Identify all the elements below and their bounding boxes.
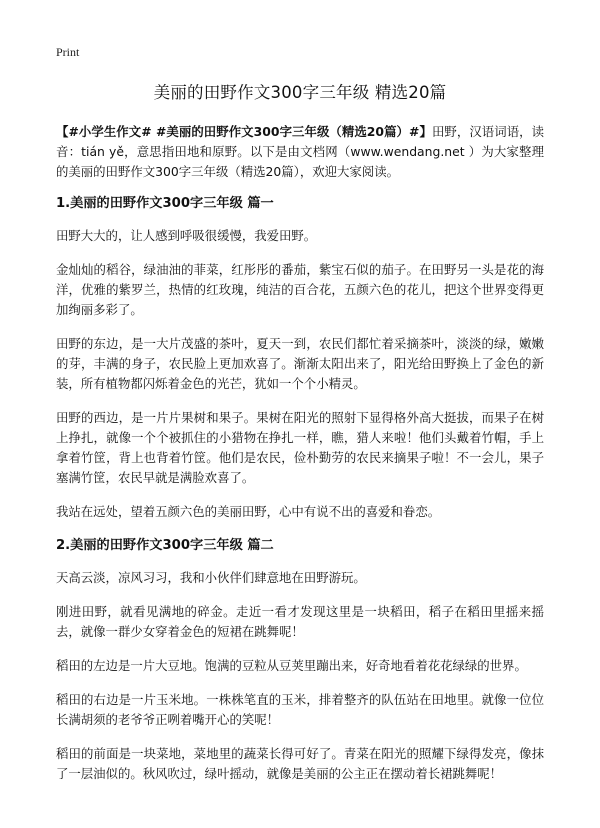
paragraph: 稻田的右边是一片玉米地。一株株笔直的玉米，排着整齐的队伍站在田地里。就像一位位长满胡须的老爷爷正咧着嘴开心的笑呢！ (56, 692, 544, 727)
paragraph: 金灿灿的稻谷，绿油油的菲菜，红彤彤的番茄，紫宝石似的茄子。在田野另一头是花的海洋，优雅的紫罗兰，热情的红玫瑰，纯洁的百合花，五颜六色的花儿，把这个世界变得更加绚丽多彩了。 (56, 262, 544, 317)
intro-paragraph (56, 122, 544, 182)
intro-text: 田野，汉语词语，读音：tián yě，意思指田地和原野。以下是由文档网（www.wendang.net ）为大家整理的美丽的田野作文300字三年级（精选20篇），欢迎大家阅读。 (56, 124, 545, 179)
paragraph: 刚进田野，就看见满地的碎金。走近一看才发现这里是一块稻田，稻子在稻田里摇来摇去，就像一群少女穿着金色的短裙在跳舞呢！ (56, 604, 544, 639)
paragraph: 稻田的左边是一片大豆地。饱满的豆粒从豆荚里蹦出来，好奇地看着花花绿绿的世界。 (56, 658, 527, 673)
print-label: Print (56, 45, 80, 59)
paragraph: 我站在远处，望着五颜六色的美丽田野，心中有说不出的喜爱和眷恋。 (56, 504, 441, 519)
page-title: 美丽的田野作文300字三年级 精选20篇 (153, 83, 447, 102)
paragraph: 稻田的前面是一块菜地，菜地里的蔬菜长得可好了。青菜在阳光的照耀下绿得发亮，像抹了一层油似的。秋风吹过，绿叶摇动，就像是美丽的公主正在摆动着长裙跳舞呢！ (56, 746, 544, 781)
paragraph: 田野的东边，是一大片茂盛的茶叶，夏天一到，农民们都忙着采摘茶叶，淡淡的绿，嫩嫩的芽，丰满的身子，农民脸上更加欢喜了。渐渐太阳出来了，阳光给田野换上了金色的新装，所有植物都闪烁着金色的光芒，犹如一个个小精灵。 (56, 336, 544, 391)
paragraph: 田野大大的，让人感到呼吸很缓慢，我爱田野。 (56, 228, 317, 243)
section-heading-2: 2.美丽的田野作文300字三年级 篇二 (56, 538, 274, 553)
section-heading-1: 1.美丽的田野作文300字三年级 篇一 (56, 196, 274, 211)
intro-tag: 【#小学生作文# #美丽的田野作文300字三年级（精选20篇）#】 (56, 124, 432, 139)
paragraph: 天高云淡，凉风习习，我和小伙伴们肆意地在田野游玩。 (56, 570, 366, 585)
paragraph: 田野的西边，是一片片果树和果子。果树在阳光的照射下显得格外高大挺拔，而果子在树上挣扎，就像一个个被抓住的小猎物在挣扎一样，瞧，猎人来啦！他们头戴着竹帽，手上拿着竹筐，背上也背着竹筐。他们是农民，俭朴勤劳的农民来摘果子啦！不一会儿，果子塞满竹筐，农民早就是满脸欢喜了。 (56, 410, 544, 485)
document-body (56, 122, 544, 784)
